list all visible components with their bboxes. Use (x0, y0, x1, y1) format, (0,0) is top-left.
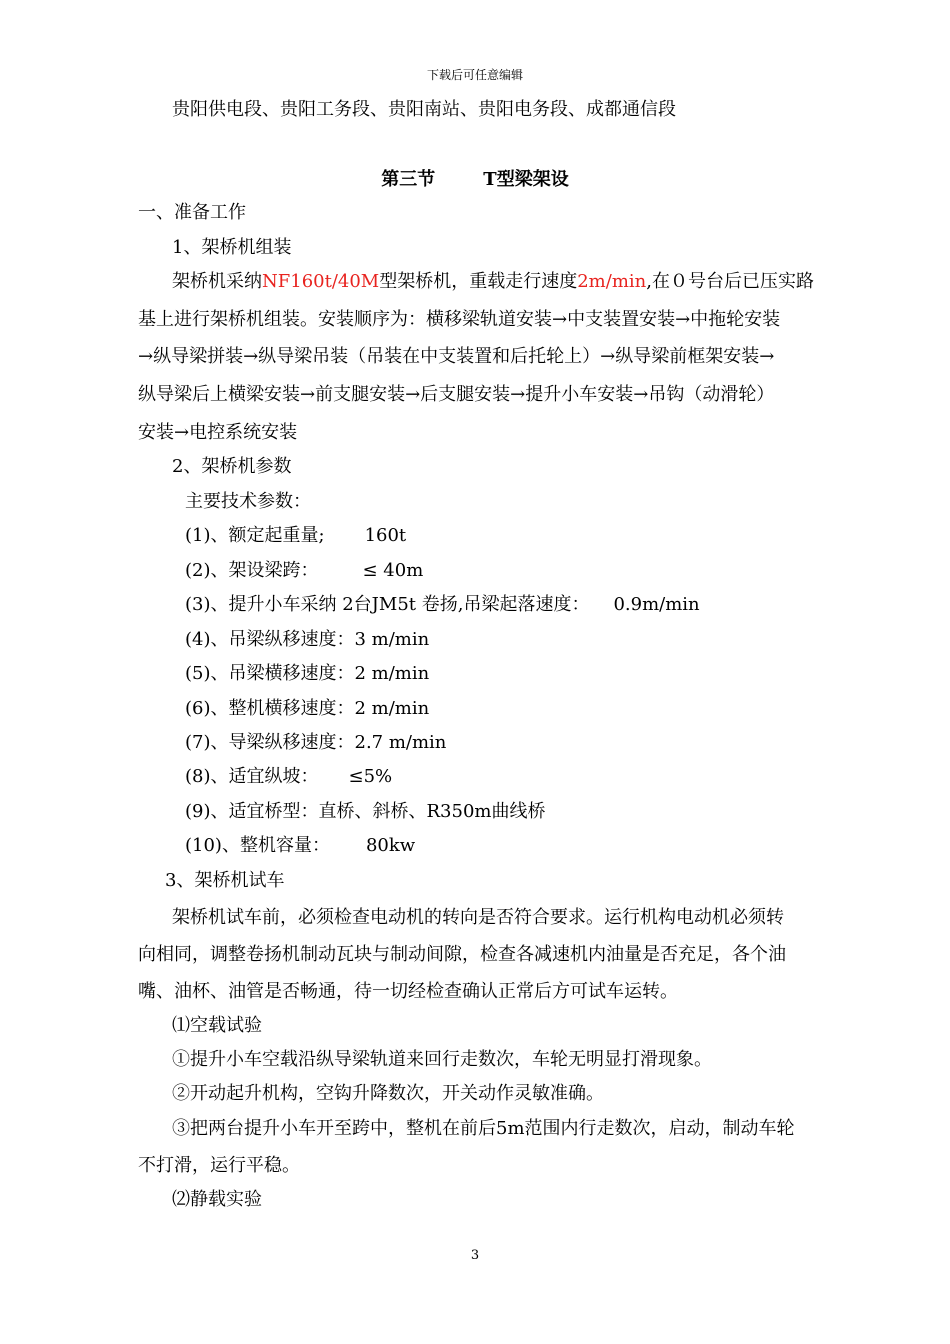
para-1-line-1 (172, 270, 872, 294)
param-value: 2.7 m/min (354, 732, 447, 753)
test-item-3-line-1: ③把两台提升小车开至跨中，整机在前后5m范围内行走数次，启动，制动车轮 (172, 1118, 795, 1139)
para-3-line-3: 嘴、油杯、油管是否畅通，待一切经检查确认正常后方可试车运转。 (138, 981, 678, 1002)
test-static-load-heading: ⑵静载实验 (172, 1189, 262, 1210)
param-label: (6)、整机横移速度： (185, 698, 355, 719)
param-row (185, 559, 885, 583)
test-item: ①提升小车空载沿纵导梁轨道来回行走数次，车轮无明显打滑现象。 (172, 1049, 712, 1070)
param-value: 直桥、斜桥、R350m曲线桥 (318, 801, 546, 822)
param-label: (1)、额定起重量; (185, 525, 325, 546)
param-value: 2 m/min (354, 663, 430, 684)
test-no-load-heading: ⑴空载试验 (172, 1015, 262, 1036)
para-3-line-1: 架桥机试车前，必须检查电动机的转向是否符合要求。运行机构电动机必须转 (172, 907, 784, 928)
param-row (185, 834, 885, 858)
param-row (185, 662, 885, 686)
param-row (185, 765, 885, 789)
test-item-3-line-2: 不打滑，运行平稳。 (138, 1155, 300, 1176)
param-label: (2)、架设梁跨： (185, 560, 319, 581)
header-note: 下载后可任意编辑 (426, 68, 523, 82)
param-value: 3 m/min (354, 629, 430, 650)
param-row (185, 524, 885, 548)
subheading-test-run: 3、架桥机试车 (165, 870, 285, 891)
params-intro: 主要技术参数： (185, 491, 311, 512)
section-number: 第三节 (381, 169, 436, 190)
text-run: 型架桥机，重载走行速度 (379, 271, 578, 292)
param-label: (5)、吊梁横移速度： (185, 663, 355, 684)
param-label: (4)、吊梁纵移速度： (185, 629, 355, 650)
param-label: (10)、整机容量： (185, 835, 330, 856)
section-name: T型梁架设 (483, 169, 569, 190)
param-value: 0.9m/min (613, 594, 700, 615)
param-row (185, 628, 885, 652)
param-value: 80kw (365, 835, 416, 856)
para-1-line-3: →纵导梁拼装→纵导梁吊装（吊装在中支装置和后托轮上）→纵导梁前框架安装→ (138, 346, 775, 367)
test-item: ②开动起升机构，空钩升降数次，开关动作灵敏准确。 (172, 1083, 604, 1104)
text-run: ,在０号台后已压实路 (646, 271, 814, 292)
param-label: (8)、适宜纵坡： (185, 766, 319, 787)
para-3-line-2: 向相同，调整卷扬机制动瓦块与制动间隙，检查各减速机内油量是否充足，各个油 (138, 944, 786, 965)
param-row (185, 697, 885, 721)
para-1-line-2: 基上进行架桥机组装。安装顺序为：横移梁轨道安装→中支装置安装→中拖轮安装 (138, 309, 781, 330)
subheading-parameters: 2、架桥机参数 (172, 456, 292, 477)
param-value: ≤ 40m (362, 560, 424, 581)
subheading-assembly: 1、架桥机组装 (172, 237, 292, 258)
para-1-line-5: 安装→电控系统安装 (138, 422, 298, 443)
param-value: 2 m/min (354, 698, 430, 719)
param-value: 160t (364, 525, 407, 546)
model-highlight: NF160t/40M (262, 271, 380, 292)
speed-highlight: 2m/min (577, 271, 647, 292)
param-value: ≤5% (348, 766, 393, 787)
param-label: (3)、提升小车采纳 2台JM5t 卷扬,吊梁起落速度： (185, 594, 590, 615)
heading-preparation: 一、准备工作 (138, 202, 246, 223)
text-run: 架桥机采纳 (172, 271, 262, 292)
param-label: (7)、导梁纵移速度： (185, 732, 355, 753)
param-row (185, 593, 885, 617)
section-title (0, 168, 950, 192)
para-1-line-4: 纵导梁后上横梁安装→前支腿安装→后支腿安装→提升小车安装→吊钩（动滑轮） (138, 384, 775, 405)
param-row (185, 800, 885, 824)
param-row (185, 731, 885, 755)
line-units: 贵阳供电段、贵阳工务段、贵阳南站、贵阳电务段、成都通信段 (172, 99, 676, 120)
page-number: 3 (470, 1248, 480, 1263)
param-label: (9)、适宜桥型： (185, 801, 319, 822)
